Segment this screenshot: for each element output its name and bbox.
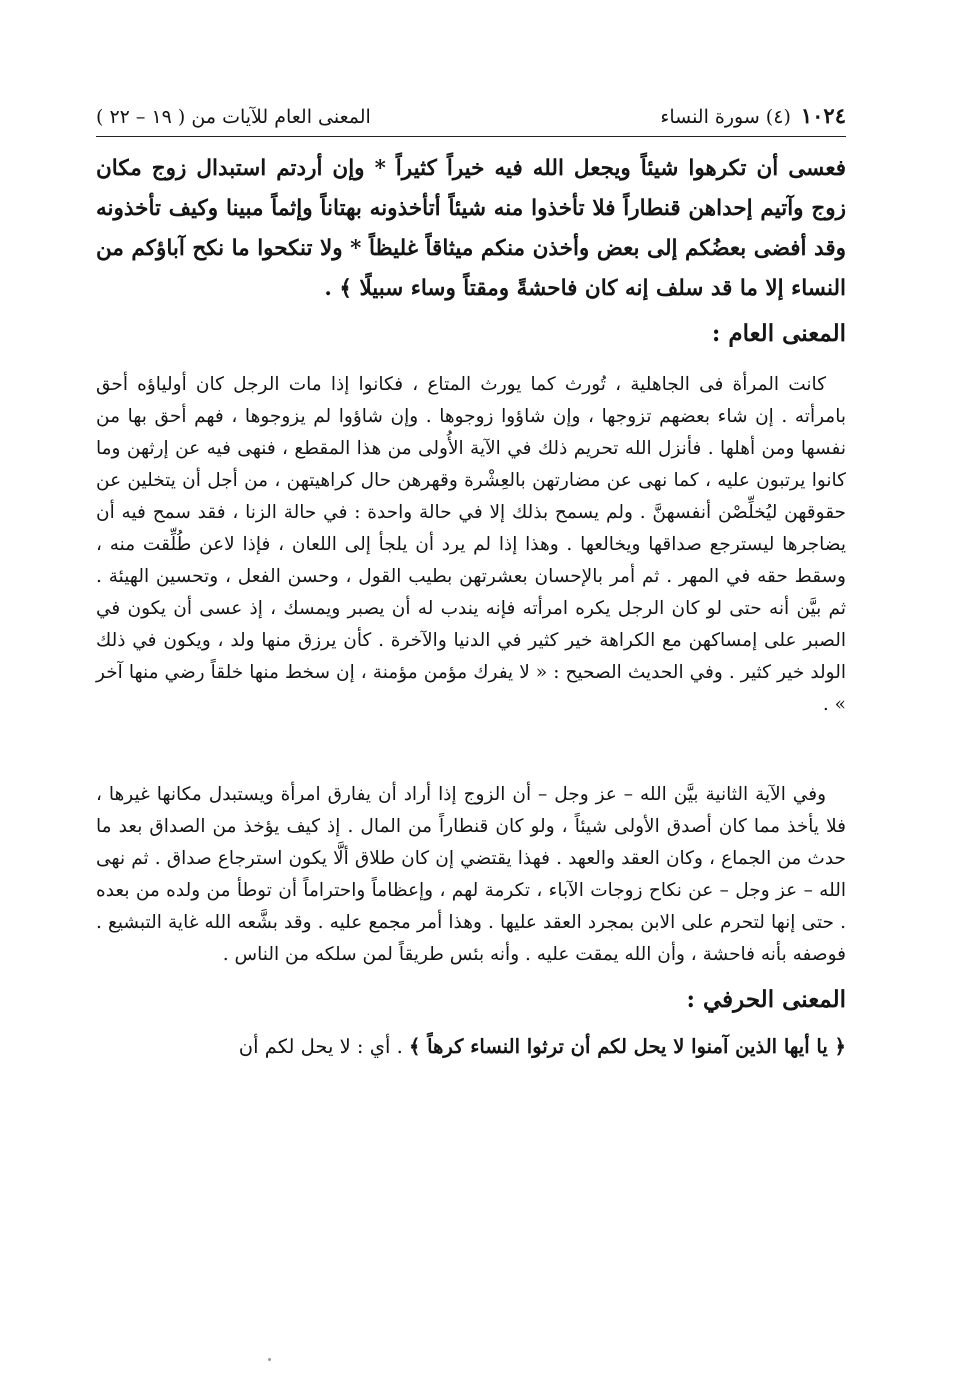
- running-header: [96, 96, 846, 137]
- quran-verse-text: فعسى أن تكرهوا شيئاً ويجعل الله فيه خيراً كثيراً * وإن أردتم استبدال زوج مكان زوج وآتيم إحداهن قنطاراً فلا تأخذوا منه شيئاً أتأخذونه بهتاناً وإثماً مبينا وكيف تأخذونه وقد أفضى بعضُكم إلى بعض وأخذن منكم ميثاقاً غليظاً * ولا تنكحوا ما نكح آباؤكم من النساء إلا ما قد سلف إنه كان فاحشةً ومقتاً وساء سبيلًا ﴾ .: [96, 156, 846, 301]
- page-number: ١٠٢٤: [800, 103, 846, 128]
- general-meaning-paragraph-2: وفي الآية الثانية بيَّن الله – عز وجل – أن الزوج إذا أراد أن يفارق امرأة ويستبدل مكانها غيرها ، فلا يأخذ مما كان أصدق الأولى شيئاً ، ولو كان قنطاراً من المال . إذ كيف يؤخذ من الصداق بعد ما حدث من الجماع ، وكان العقد والعهد . فهذا يقتضي إن كان طلاق ألَّا يكون استرجاع صداق . ثم نهى الله – عز وجل – عن نكاح زوجات الآباء ، تكرمة لهم ، وإعظاماً واحتراماً أن توطأ من ولده من بعده . حتى إنها لتحرم على الابن بمجرد العقد عليها . وهذا أمر مجمع عليه . وقد بشَّعه الله غاية التبشيع . فوصفه بأنه فاحشة ، وأن الله يمقت عليه . وأنه بئس طريقاً لمن سلكه من الناس .: [96, 784, 846, 965]
- explanation-start: . أي : لا يحل لكم أن: [238, 1035, 409, 1058]
- book-page: [96, 96, 846, 1067]
- general-meaning-heading: المعنى العام :: [711, 320, 846, 347]
- verse-quote: ﴿ يا أيها الذين آمنوا لا يحل لكم أن ترثوا النساء كرهاً ﴾: [408, 1035, 846, 1058]
- literal-meaning-heading: المعنى الحرفي :: [686, 986, 846, 1013]
- print-speck: [268, 1358, 271, 1361]
- surah-name: (٤) سورة النساء: [660, 106, 791, 128]
- section-title: المعنى العام للآيات من ( ١٩ – ٢٢ ): [96, 106, 371, 128]
- general-meaning-paragraph-1: كانت المرأة فى الجاهلية ، تُورث كما يورث المتاع ، فكانوا إذا مات الرجل كان أولياؤه أحق بامرأته . إن شاء بعضهم تزوجها ، وإن شاؤوا زوجوها . وإن شاؤوا لم يزوجوها ، فهم أحق بها من نفسها ومن أهلها . فأنزل الله تحريم ذلك في الآية الأُولى من هذا المقطع ، فنهى فيه عن إرثهن وما كانوا يرتبون عليه ، كما نهى عن مضارتهن بالعِشْرة وقهرهن حال كراهيتهن ، من أجل أن يتخلين عن حقوقهن ليُخلِّصْن أنفسهنَّ . ولم يسمح بذلك إلا في حالة واحدة : في حالة الزنا ، فقد سمح فيه أن يضاجرها ليسترجع صداقها ويخالعها . وهذا إذا لم يرد أن يلجأ إلى اللعان ، فإذا لاعن طُلِّقت منه ، وسقط حقه في المهر . ثم أمر بالإحسان بعشرتهن بطيب القول ، وحسن الفعل ، وتحسين الهيئة . ثم بيَّن أنه حتى لو كان الرجل يكره امرأته فإنه يندب له أن يصبر ويمسك ، إذ عسى أن يكون في الصبر على إمساكهن مع الكراهة خير كثير في الدنيا والآخرة . كأن يرزق منها ولد ، ويكون في ذلك الولد خير كثير . وفي الحديث الصحيح : « لا يفرك مؤمن مؤمنة ، إن سخط منها خلقاً رضي منها آخر » .: [96, 374, 846, 715]
- literal-meaning-first-line: [96, 1027, 846, 1067]
